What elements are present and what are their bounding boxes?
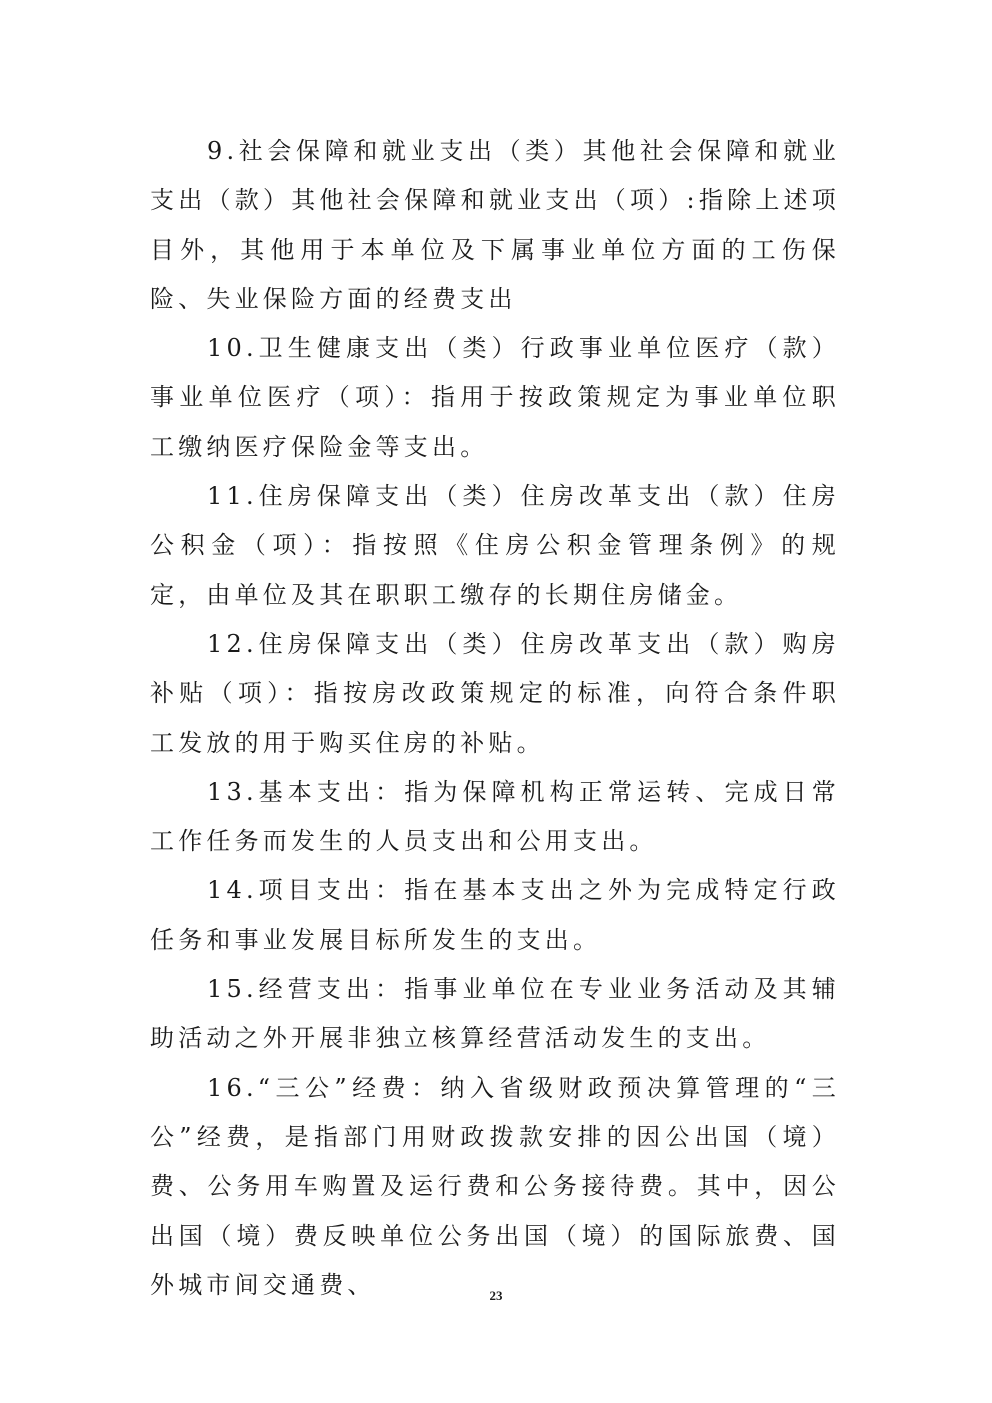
paragraph-item-11: 11.住房保障支出（类）住房改革支出（款）住房公积金（项）：指按照《住房公积金管理条例》的规定，由单位及其在职职工缴存的长期住房储金。	[150, 482, 840, 609]
paragraph-item-9: 9.社会保障和就业支出（类）其他社会保障和就业支出（款）其他社会保障和就业支出（项）:指除上述项目外，其他用于本单位及下属事业单位方面的工伤保险、失业保险方面的经费支出	[150, 137, 840, 313]
page-number: 23	[489, 1288, 503, 1303]
paragraph-item-10: 10.卫生健康支出（类）行政事业单位医疗（款）事业单位医疗（项）：指用于按政策规定为事业单位职工缴纳医疗保险金等支出。	[150, 334, 840, 461]
paragraph-item-14: 14.项目支出：指在基本支出之外为完成特定行政任务和事业发展目标所发生的支出。	[150, 876, 840, 954]
document-body	[150, 127, 840, 1310]
paragraph-item-15: 15.经营支出：指事业单位在专业业务活动及其辅助活动之外开展非独立核算经营活动发生的支出。	[150, 975, 840, 1053]
paragraph-item-16: 16.“三公”经费：纳入省级财政预决算管理的“三公”经费，是指部门用财政拨款安排的因公出国（境）费、公务用车购置及运行费和公务接待费。其中，因公出国（境）费反映单位公务出国（境）的国际旅费、国外城市间交通费、	[150, 1073, 840, 1299]
paragraph-item-13: 13.基本支出：指为保障机构正常运转、完成日常工作任务而发生的人员支出和公用支出。	[150, 777, 840, 856]
paragraph-item-12: 12.住房保障支出（类）住房改革支出（款）购房补贴（项）：指按房改政策规定的标准，向符合条件职工发放的用于购买住房的补贴。	[150, 629, 840, 757]
